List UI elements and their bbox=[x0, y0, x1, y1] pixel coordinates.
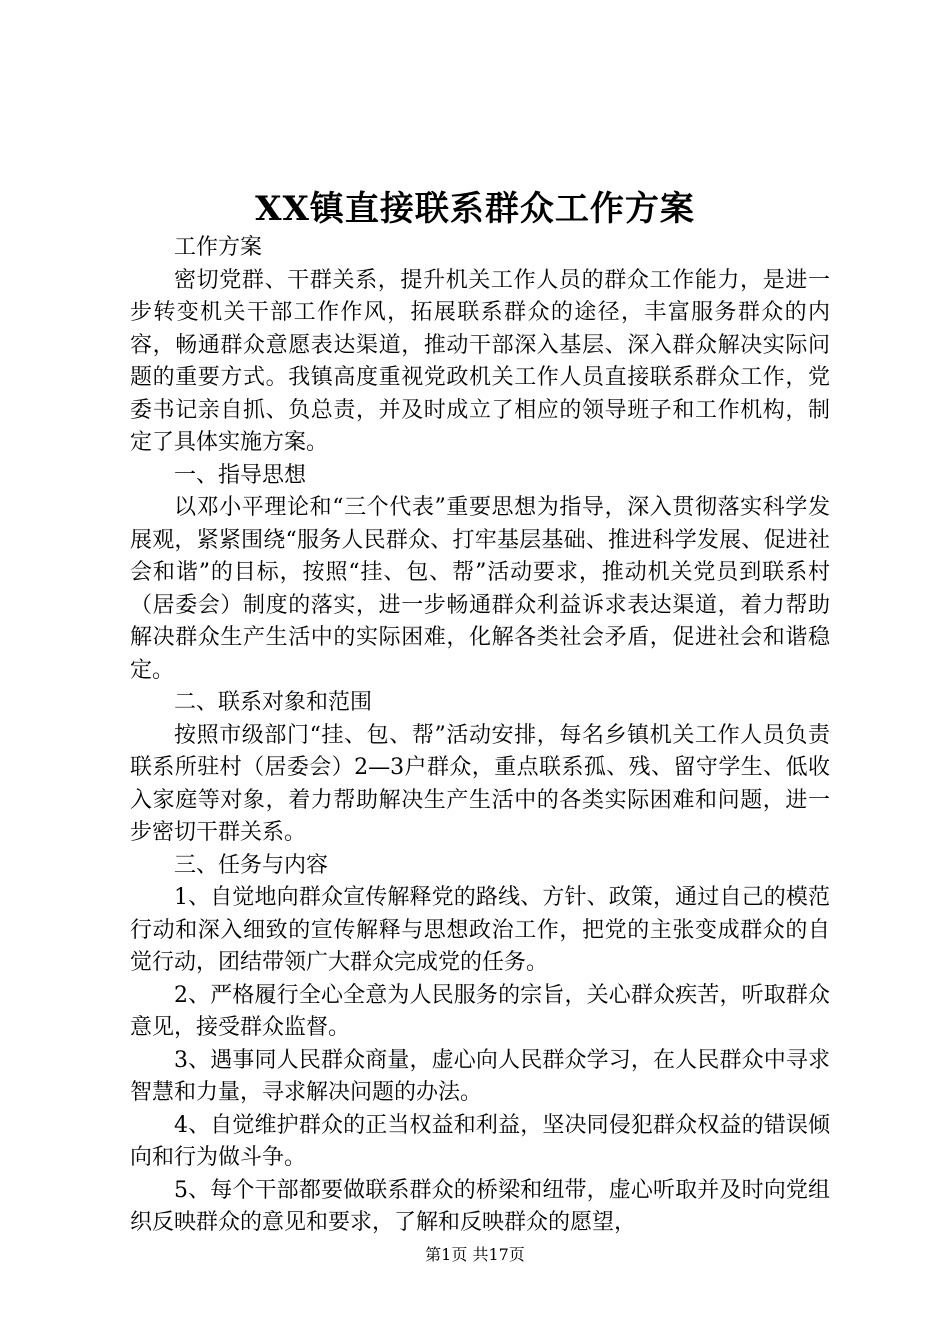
paragraph-guiding-ideology: 以邓小平理论和“三个代表”重要思想为指导，深入贯彻落实科学发展观，紧紧围绕“服务人民群众、打牢基层基础、推进科学发展、促进社会和谐”的目标，按照“挂、包、帮”活动要求，推动机关党员到联系村（居委会）制度的落实，进一步畅通群众利益诉求表达渠道，着力帮助解决群众生产生活中的实际困难，化解各类社会矛盾，促进社会和谐稳定。 bbox=[130, 495, 830, 683]
paragraph-task-1: 1、自觉地向群众宣传解释党的路线、方针、政策，通过自己的模范行动和深入细致的宣传解释与思想政治工作，把党的主张变成群众的自觉行动，团结带领广大群众完成党的任务。 bbox=[130, 885, 830, 975]
paragraph-intro: 密切党群、干群关系，提升机关工作人员的群众工作能力，是进一步转变机关干部工作作风，拓展联系群众的途径，丰富服务群众的内容，畅通群众意愿表达渠道，推动干部深入基层、深入群众解决实际问题的重要方式。我镇高度重视党政机关工作人员直接联系群众工作，党委书记亲自抓、负总责，并及时成立了相应的领导班子和工作机构，制定了具体实施方案。 bbox=[130, 267, 830, 455]
paragraph-task-4: 4、自觉维护群众的正当权益和利益，坚决同侵犯群众权益的错误倾向和行为做斗争。 bbox=[130, 1112, 830, 1170]
document-title: XX镇直接联系群众工作方案 bbox=[255, 189, 695, 229]
paragraph-task-2: 2、严格履行全心全意为人民服务的宗旨，关心群众疾苦，听取群众意见，接受群众监督。 bbox=[130, 982, 830, 1040]
page-footer: 第1页 共17页 bbox=[425, 1245, 525, 1264]
section-heading-guiding-ideology: 一、指导思想 bbox=[174, 462, 307, 488]
paragraph-task-3: 3、遇事同人民群众商量，虚心向人民群众学习，在人民群众中寻求智慧和力量，寻求解决问题的办法。 bbox=[130, 1047, 830, 1105]
paragraph-task-5: 5、每个干部都要做联系群众的桥梁和纽带，虚心听取并及时向党组织反映群众的意见和要求，了解和反映群众的愿望， bbox=[130, 1177, 830, 1235]
section-heading-contact-scope: 二、联系对象和范围 bbox=[174, 690, 373, 715]
document-body bbox=[130, 232, 830, 1240]
section-heading-tasks: 三、任务与内容 bbox=[174, 852, 329, 878]
paragraph-contact-scope: 按照市级部门“挂、包、帮”活动安排，每名乡镇机关工作人员负责联系所驻村（居委会）2—3户群众，重点联系孤、残、留守学生、低收入家庭等对象，着力帮助解决生产生活中的各类实际困难和问题，进一步密切干群关系。 bbox=[130, 722, 830, 845]
paragraph-heading-plan: 工作方案 bbox=[174, 235, 263, 260]
